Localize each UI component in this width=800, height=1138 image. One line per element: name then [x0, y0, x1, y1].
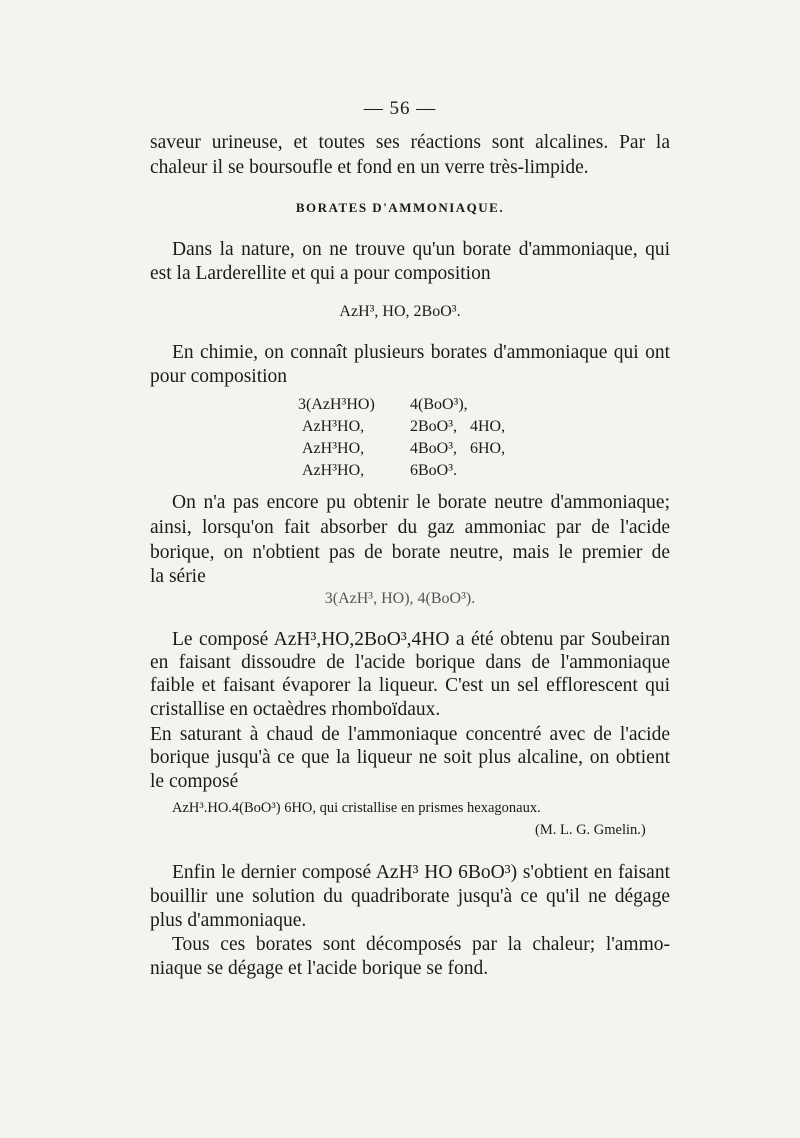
text-line: bouillir une solution du quadriborate jusqu'à ce qu'il ne dégage — [150, 886, 670, 907]
text-line: pour composition — [150, 366, 288, 387]
text-line: chaleur il se boursoufle et fond en un verre très-limpide. — [150, 157, 589, 178]
text-line: En chimie, on connaît plusieurs borates d'ammoniaque qui ont — [172, 342, 670, 363]
section-heading: BORATES D'AMMONIAQUE. — [295, 200, 505, 215]
formula-cell: 4HO, — [470, 418, 506, 435]
text-line: en faisant dissoudre de l'acide borique dans de l'ammoniaque — [150, 652, 670, 673]
text-line: plus d'ammoniaque. — [150, 910, 307, 931]
citation: (M. L. G. Gmelin.) — [535, 822, 646, 838]
formula-row — [298, 460, 505, 482]
formula-cell: 3(AzH³HO) — [298, 396, 375, 413]
text-line: borique jusqu'à ce que la liqueur ne soit plus alcaline, on obtient — [150, 747, 670, 768]
text-line: est la Larderellite et qui a pour composition — [150, 263, 491, 284]
text-line: la série — [150, 566, 206, 587]
text-line: ainsi, lorsqu'on fait absorber du gaz ammoniac par de l'acide — [150, 517, 670, 538]
formula-cell: 2BoO³, — [410, 418, 458, 435]
text-line: En saturant à chaud de l'ammoniaque concentré avec de l'acide — [150, 724, 670, 745]
formula-cell: 4(BoO³), — [410, 396, 468, 413]
text-line: Tous ces borates sont décomposés par la chaleur; l'ammo- — [172, 934, 670, 955]
text-line: Dans la nature, on ne trouve qu'un borate d'ammoniaque, qui — [172, 239, 670, 260]
text-line: le composé — [150, 771, 239, 792]
text-line: Le composé AzH³,HO,2BoO³,4HO a été obtenu par Soubeiran — [172, 629, 670, 650]
formula-row — [298, 416, 505, 438]
formula-cell: 6HO, — [470, 440, 506, 457]
formula-hexagonal: AzH³.HO.4(BoO³) 6HO, qui cristallise en prismes hexagonaux. — [172, 800, 541, 816]
text-line: borique, on n'obtient pas de borate neutre, mais le premier de — [150, 542, 670, 563]
formula-table — [298, 394, 505, 482]
text-line: Enfin le dernier composé AzH³ HO 6BoO³) s'obtient en faisant — [172, 862, 670, 883]
text-line: On n'a pas encore pu obtenir le borate neutre d'ammoniaque; — [172, 492, 670, 513]
text-line: cristallise en octaèdres rhomboïdaux. — [150, 699, 441, 720]
text-line: niaque se dégage et l'acide borique se fond. — [150, 958, 489, 979]
text-line: faible et faisant évaporer la liqueur. C'est un sel efflorescent qui — [150, 675, 670, 696]
formula-row — [298, 394, 505, 416]
formula-cell: 4BoO³, — [410, 440, 458, 457]
formula-row — [298, 438, 505, 460]
formula-cell: 6BoO³. — [410, 462, 458, 479]
formula-cell: AzH³HO, — [302, 418, 365, 435]
formula-cell: AzH³HO, — [302, 462, 365, 479]
page-number: — 56 — — [363, 98, 437, 119]
formula-first-borate: 3(AzH³, HO), 4(BoO³). — [324, 590, 476, 607]
text-line: saveur urineuse, et toutes ses réactions sont alcalines. Par la — [150, 132, 670, 153]
formula-larderellite: AzH³, HO, 2BoO³. — [339, 303, 461, 320]
formula-cell: AzH³HO, — [302, 440, 365, 457]
